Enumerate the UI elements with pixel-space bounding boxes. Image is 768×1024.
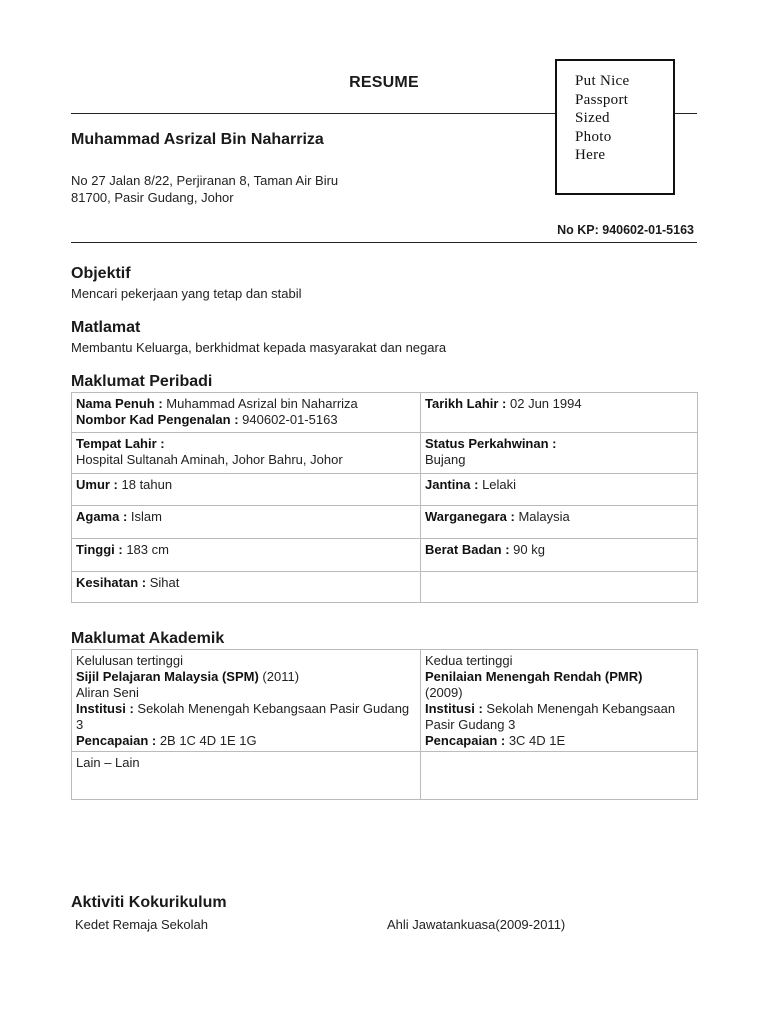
field-label: Institusi : bbox=[76, 701, 134, 716]
table-row bbox=[72, 572, 698, 603]
matlamat-heading: Matlamat bbox=[71, 319, 141, 336]
table-cell bbox=[72, 433, 421, 474]
field-value: 940602-01-5163 bbox=[238, 412, 338, 427]
photo-line: Photo bbox=[575, 128, 612, 145]
stream: Aliran Seni bbox=[76, 685, 139, 700]
result-line bbox=[76, 733, 416, 749]
field-value: 2B 1C 4D 1E 1G bbox=[156, 733, 257, 748]
field-label: Umur : bbox=[76, 477, 118, 492]
table-cell bbox=[421, 474, 698, 506]
field-value: Bujang bbox=[425, 452, 466, 467]
table-cell bbox=[72, 506, 421, 539]
kokurikulum-heading: Aktiviti Kokurikulum bbox=[71, 894, 227, 911]
field-value: 18 tahun bbox=[117, 477, 173, 492]
certificate-name: Sijil Pelajaran Malaysia (SPM) bbox=[76, 669, 259, 684]
field-label: Nama Penuh : bbox=[76, 396, 163, 411]
certificate-line bbox=[76, 669, 416, 685]
table-cell-empty bbox=[421, 572, 698, 603]
field-label: Institusi : bbox=[425, 701, 483, 716]
top-rule-left bbox=[71, 113, 555, 114]
field-label: Berat Badan : bbox=[425, 542, 510, 557]
table-row bbox=[72, 474, 698, 506]
field-value: Sekolah Menengah Kebangsaan Pasir Gudang 3 bbox=[425, 701, 676, 732]
table-cell bbox=[72, 393, 421, 433]
qualification-level: Kelulusan tertinggi bbox=[76, 653, 183, 668]
institution-line bbox=[76, 701, 416, 733]
address bbox=[71, 172, 338, 206]
field-label: Pencapaian : bbox=[425, 733, 506, 748]
field-label: Nombor Kad Pengenalan : bbox=[76, 412, 239, 427]
field-label: Pencapaian : bbox=[76, 733, 157, 748]
field-value: Islam bbox=[127, 509, 162, 524]
table-row bbox=[72, 506, 698, 539]
table-cell bbox=[72, 474, 421, 506]
table-cell bbox=[421, 539, 698, 572]
field-value: Hospital Sultanah Aminah, Johor Bahru, Johor bbox=[76, 452, 343, 467]
field-value: Sihat bbox=[146, 575, 180, 590]
table-row bbox=[72, 752, 698, 800]
field-value: 183 cm bbox=[122, 542, 169, 557]
objektif-heading: Objektif bbox=[71, 265, 131, 282]
photo-line: Sized bbox=[575, 110, 610, 126]
top-rule-right bbox=[675, 113, 697, 114]
photo-placeholder-text bbox=[557, 61, 673, 165]
field-value: Lelaki bbox=[478, 477, 517, 492]
applicant-name: Muhammad Asrizal Bin Naharriza bbox=[71, 131, 324, 148]
akademik-table bbox=[71, 649, 698, 800]
table-cell bbox=[421, 506, 698, 539]
photo-line: Put Nice bbox=[575, 73, 630, 89]
table-cell bbox=[72, 539, 421, 572]
field-value: 90 kg bbox=[509, 542, 545, 557]
field-value: Muhammad Asrizal bin Naharriza bbox=[162, 396, 358, 411]
table-cell-empty bbox=[421, 752, 698, 800]
field-label: Status Perkahwinan : bbox=[425, 436, 557, 451]
table-row bbox=[72, 539, 698, 572]
table-row bbox=[72, 393, 698, 433]
institution-line bbox=[425, 701, 693, 733]
akademik-heading: Maklumat Akademik bbox=[71, 630, 225, 647]
objektif-text: Mencari pekerjaan yang tetap dan stabil bbox=[71, 286, 302, 301]
address-line: No 27 Jalan 8/22, Perjiranan 8, Taman Air Biru bbox=[71, 173, 339, 188]
table-cell bbox=[72, 572, 421, 603]
photo-line: Passport bbox=[575, 91, 629, 108]
photo-placeholder bbox=[555, 59, 675, 195]
field-label: Tempat Lahir : bbox=[76, 436, 165, 451]
field-label: Warganegara : bbox=[425, 509, 515, 524]
field-label: Kesihatan : bbox=[76, 575, 147, 590]
photo-line: Here bbox=[575, 147, 606, 163]
kokurikulum-role: Ahli Jawatankuasa(2009-2011) bbox=[387, 917, 566, 932]
peribadi-table bbox=[71, 392, 698, 603]
table-cell bbox=[421, 433, 698, 474]
certificate-name: Penilaian Menengah Rendah (PMR) bbox=[425, 669, 643, 684]
header-bottom-rule bbox=[71, 242, 697, 243]
other-qualifications: Lain – Lain bbox=[76, 755, 140, 770]
address-line: 81700, Pasir Gudang, Johor bbox=[71, 190, 234, 205]
field-label: Agama : bbox=[76, 509, 128, 524]
table-row bbox=[72, 650, 698, 752]
result-line bbox=[425, 733, 693, 749]
field-label: Jantina : bbox=[425, 477, 479, 492]
ic-number: No KP: 940602-01-5163 bbox=[557, 223, 694, 237]
field-value: Malaysia bbox=[514, 509, 570, 524]
table-cell bbox=[421, 650, 698, 752]
field-value: 02 Jun 1994 bbox=[506, 396, 582, 411]
table-cell bbox=[72, 752, 421, 800]
field-label: Tarikh Lahir : bbox=[425, 396, 507, 411]
table-cell bbox=[421, 393, 698, 433]
table-row bbox=[72, 433, 698, 474]
field-label: Tinggi : bbox=[76, 542, 123, 557]
qualification-level: Kedua tertinggi bbox=[425, 653, 513, 668]
field-value: 3C 4D 1E bbox=[505, 733, 566, 748]
certificate-year: (2011) bbox=[258, 669, 300, 684]
kokurikulum-activity: Kedet Remaja Sekolah bbox=[75, 917, 208, 932]
peribadi-heading: Maklumat Peribadi bbox=[71, 373, 213, 390]
field-value: Sekolah Menengah Kebangsaan Pasir Gudang 3 bbox=[76, 701, 410, 732]
matlamat-text: Membantu Keluarga, berkhidmat kepada masyarakat dan negara bbox=[71, 340, 447, 355]
table-cell bbox=[72, 650, 421, 752]
resume-title: RESUME bbox=[349, 74, 419, 91]
certificate-year: (2009) bbox=[425, 685, 463, 700]
